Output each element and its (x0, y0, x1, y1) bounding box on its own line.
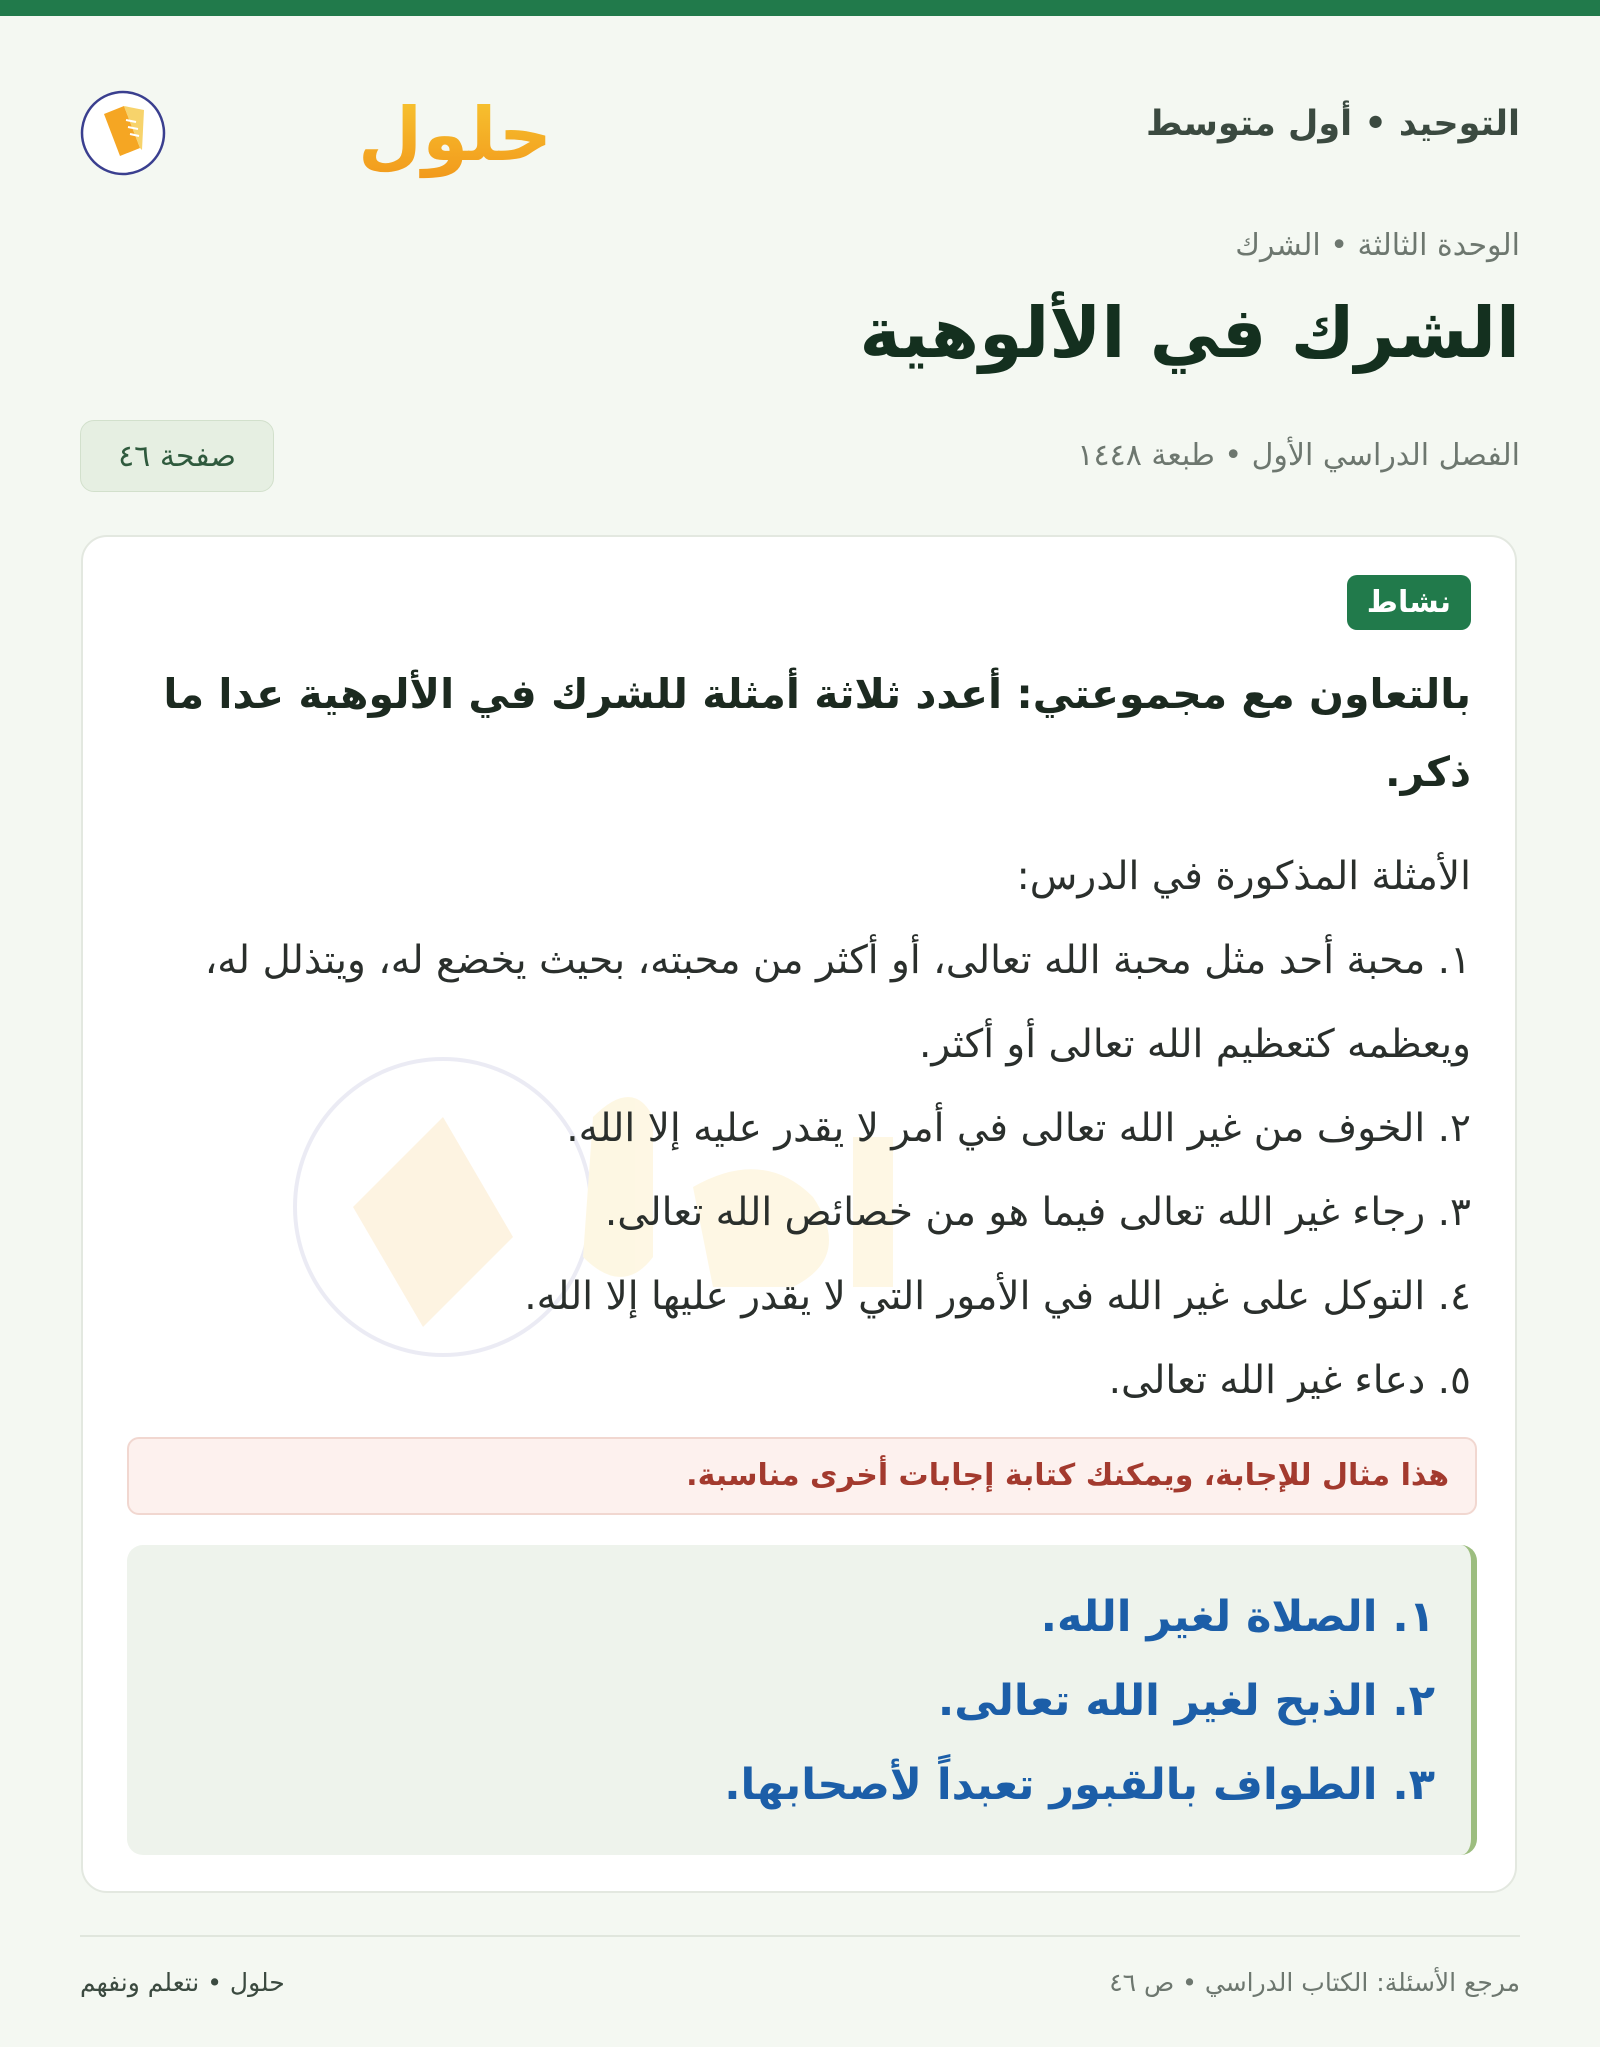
question-text: بالتعاون مع مجموعتي: أعدد ثلاثة أمثلة للشرك في الألوهية عدا ما ذكر. (163, 670, 1471, 796)
list-item: ٢. الخوف من غير الله تعالى في أمر لا يقدر عليه إلا الله. (566, 1106, 1471, 1151)
page-header (80, 62, 1520, 192)
page-title: الشرك في الألوهية (859, 292, 1520, 374)
footer-brand: حلول • نتعلم ونفهم (80, 1968, 285, 1997)
breadcrumb: الوحدة الثالثة • الشرك (1235, 228, 1520, 263)
term-info: الفصل الدراسي الأول • طبعة ١٤٤٨ (1077, 438, 1520, 473)
list-item: ٥. دعاء غير الله تعالى. (1108, 1358, 1471, 1403)
answer-item: ٣. الطواف بالقبور تعبداً لأصحابها. (724, 1760, 1435, 1810)
list-item: ١. محبة أحد مثل محبة الله تعالى، أو أكثر من محبته، بحيث يخضع له، ويتذلل له، ويعظمه كتعظيم الله تعالى أو أكثر. (204, 938, 1471, 1067)
logo[interactable] (80, 62, 553, 192)
examples-list (131, 835, 1471, 1423)
examples-heading: الأمثلة المذكورة في الدرس: (1016, 854, 1471, 899)
answer-box (127, 1545, 1477, 1855)
list-item: ٣. رجاء غير الله تعالى فيما هو من خصائص الله تعالى. (604, 1190, 1471, 1235)
footer-reference: مرجع الأسئلة: الكتاب الدراسي • ص ٤٦ (1109, 1968, 1520, 1997)
list-item: ٤. التوكل على غير الله في الأمور التي لا يقدر عليها إلا الله. (524, 1274, 1471, 1319)
logo-text: حلول (358, 92, 553, 178)
top-accent-bar (0, 0, 1600, 16)
answer-item: ١. الصلاة لغير الله. (1040, 1592, 1435, 1642)
answer-note: هذا مثال للإجابة، ويمكنك كتابة إجابات أخرى مناسبة. (127, 1437, 1477, 1515)
answer-item: ٢. الذبح لغير الله تعالى. (937, 1676, 1435, 1726)
subject-title: التوحيد • أول متوسط (1146, 104, 1520, 144)
activity-card (81, 535, 1517, 1893)
page-number-badge: صفحة ٤٦ (80, 420, 274, 492)
activity-badge: نشاط (1347, 575, 1471, 630)
footer-divider (80, 1935, 1520, 1937)
